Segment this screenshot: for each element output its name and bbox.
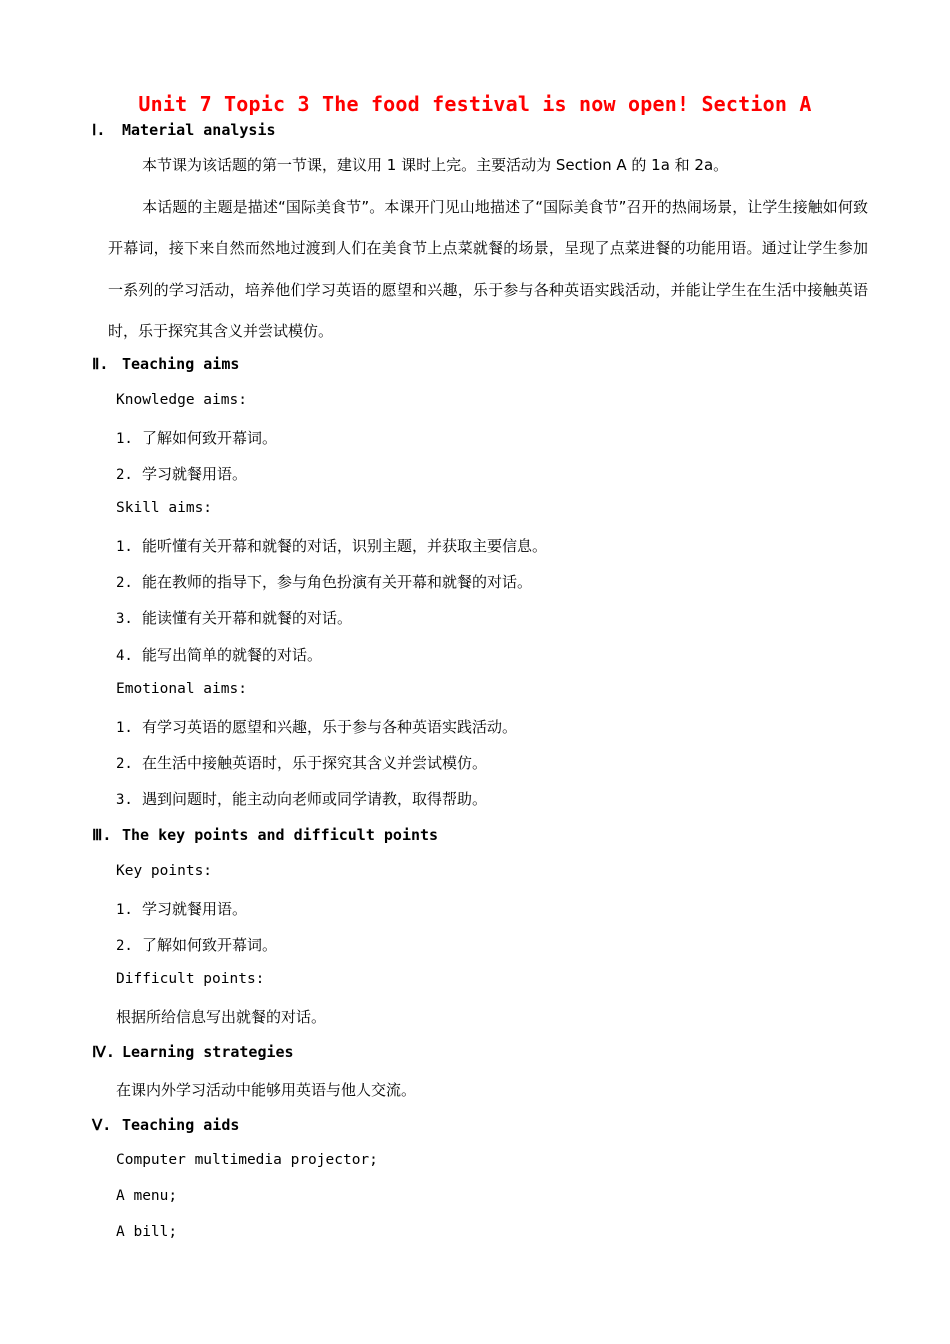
paragraph-text: 本节课为该话题的第一节课，建议用 1 课时上完。主要活动为 Section A 的 1a 和 2a。	[142, 156, 729, 174]
section-number: Ⅴ.	[92, 1116, 112, 1134]
item-number: 2.	[116, 575, 133, 591]
section-heading-teaching-aims	[92, 355, 239, 373]
item-number: 2.	[116, 467, 133, 483]
item-text: 遇到问题时，能主动向老师或同学请教，取得帮助。	[142, 790, 488, 808]
paragraph	[108, 187, 868, 353]
list-item	[116, 716, 517, 737]
item-text: 有学习英语的愿望和兴趣，乐于参与各种英语实践活动。	[142, 718, 518, 736]
item-number: 1.	[116, 431, 133, 447]
emotional-aims-label: Emotional aims:	[116, 681, 247, 697]
item-text: 能听懂有关开幕和就餐的对话，识别主题，并获取主要信息。	[142, 537, 548, 555]
item-text: 学习就餐用语。	[142, 900, 248, 918]
item-number: 3.	[116, 792, 133, 808]
list-item	[116, 644, 322, 665]
section-title: Material analysis	[122, 121, 276, 139]
item-text: 能写出简单的就餐的对话。	[142, 646, 323, 664]
key-points-label: Key points:	[116, 863, 213, 879]
section-number: Ⅰ.	[92, 121, 106, 139]
teaching-aid-item: A menu;	[116, 1188, 178, 1204]
list-item	[116, 607, 352, 628]
section-title: The key points and difficult points	[122, 826, 439, 844]
material-analysis-text	[108, 145, 868, 353]
item-text: 了解如何致开幕词。	[142, 936, 278, 954]
item-number: 4.	[116, 648, 133, 664]
teaching-aid-item: A bill;	[116, 1224, 178, 1240]
difficult-points-text: 根据所给信息写出就餐的对话。	[116, 1008, 327, 1026]
item-number: 2.	[116, 756, 133, 772]
difficult-points-label: Difficult points:	[116, 971, 265, 987]
item-number: 1.	[116, 539, 133, 555]
paragraph-text: 本话题的主题是描述“国际美食节”。本课开门见山地描述了“国际美食节”召开的热闹场景，让学生接触如何致开幕词，接下来自然而然地过渡到人们在美食节上点菜就餐的场景，呈现了点菜进餐的功能用语。通过让学生参加一系列的学习活动，培养他们学习英语的愿望和兴趣，乐于参与各种英语实践活动，并能让学生在生活中接触英语时，乐于探究其含义并尝试模仿。	[108, 197, 868, 340]
list-item	[116, 535, 547, 556]
item-text: 学习就餐用语。	[142, 465, 248, 483]
section-title: Teaching aids	[122, 1116, 240, 1134]
section-heading-material-analysis	[92, 121, 276, 139]
item-text: 能读懂有关开幕和就餐的对话。	[142, 609, 353, 627]
item-text: 了解如何致开幕词。	[142, 429, 278, 447]
item-number: 1.	[116, 902, 133, 918]
list-item	[116, 752, 487, 773]
section-number: Ⅱ.	[92, 355, 109, 373]
section-number: Ⅳ.	[92, 1043, 115, 1061]
item-text: 能在教师的指导下，参与角色扮演有关开幕和就餐的对话。	[142, 573, 533, 591]
skill-aims-label: Skill aims:	[116, 500, 213, 516]
section-title: Teaching aims	[122, 355, 240, 373]
list-item	[116, 898, 247, 919]
list-item	[116, 427, 277, 448]
list-item	[116, 788, 487, 809]
learning-strategies-text: 在课内外学习活动中能够用英语与他人交流。	[116, 1081, 417, 1099]
paragraph	[108, 145, 868, 187]
knowledge-aims-label: Knowledge aims:	[116, 392, 247, 408]
list-item	[116, 934, 277, 955]
item-number: 1.	[116, 720, 133, 736]
item-text: 在生活中接触英语时，乐于探究其含义并尝试模仿。	[142, 754, 488, 772]
section-heading-key-points	[92, 826, 438, 844]
item-number: 3.	[116, 611, 133, 627]
list-item	[116, 463, 247, 484]
section-heading-teaching-aids	[92, 1116, 239, 1134]
list-item	[116, 571, 532, 592]
section-heading-learning-strategies	[92, 1043, 294, 1061]
section-title: Learning strategies	[122, 1043, 294, 1061]
teaching-aid-item: Computer multimedia projector;	[116, 1152, 378, 1168]
section-number: Ⅲ.	[92, 826, 112, 844]
page-title: Unit 7 Topic 3 The food festival is now open! Section A	[138, 92, 812, 116]
item-number: 2.	[116, 938, 133, 954]
